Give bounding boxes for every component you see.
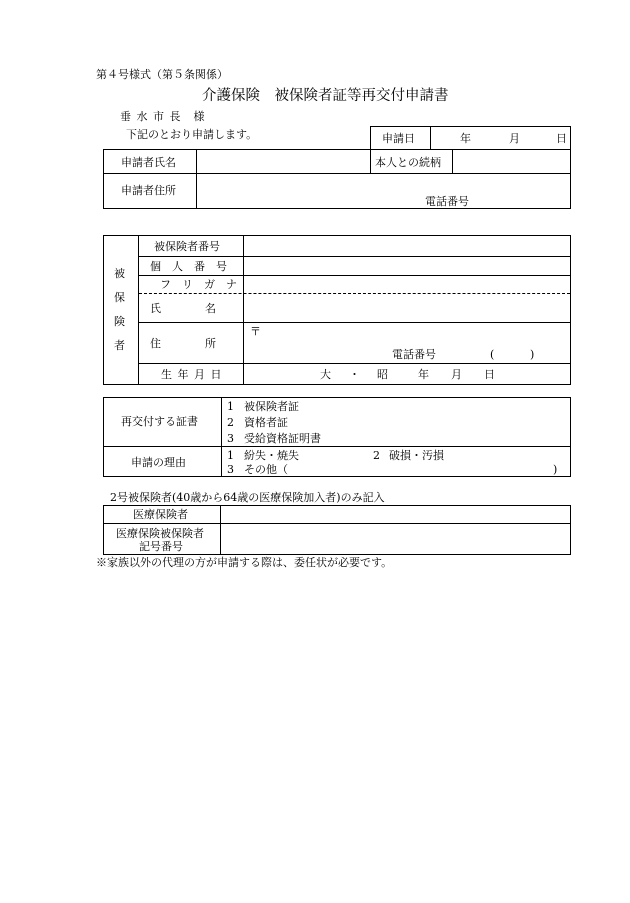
applicant-address-field[interactable] <box>198 175 568 207</box>
phone-paren-open: ( <box>490 348 495 361</box>
insured-phone-field[interactable] <box>498 346 528 361</box>
relation-label: 本人との続柄 <box>375 156 441 169</box>
birth-day-label: 日 <box>484 368 495 381</box>
certificate-option-no: 1 <box>227 400 234 413</box>
insured-phone-label: 電話番号 <box>392 348 436 361</box>
era-showa-option[interactable]: 昭 <box>377 368 388 381</box>
applicant-name-field[interactable] <box>198 151 368 172</box>
form-number: 第４号様式（第５条関係） <box>96 68 228 81</box>
certificate-label: 再交付する証書 <box>121 415 198 428</box>
divider <box>452 150 453 173</box>
insured-number-label: 被保険者番号 <box>154 240 220 253</box>
reason-other[interactable]: その他（ <box>244 463 288 476</box>
medical-symbol-label-line1: 医療保険被保険者 <box>116 527 204 540</box>
birth-year-label: 年 <box>418 368 429 381</box>
applicant-phone-label: 電話番号 <box>425 195 469 208</box>
date-year-label: 年 <box>460 132 471 145</box>
reason-no: 3 <box>227 463 234 476</box>
certificate-option-insured-card[interactable]: 被保険者証 <box>244 400 299 413</box>
date-month-label: 月 <box>509 132 520 145</box>
divider <box>139 363 570 364</box>
divider <box>139 322 570 323</box>
insured-side-char: 者 <box>114 339 125 352</box>
insured-address-field[interactable] <box>262 324 568 344</box>
certificate-option-no: 3 <box>227 432 234 445</box>
divider <box>221 398 222 476</box>
furigana-label: フ リ ガ ナ <box>160 278 237 291</box>
furigana-field[interactable] <box>245 276 569 292</box>
addressee: 垂 水 市 長 様 <box>120 110 206 123</box>
applicant-name-label: 申請者氏名 <box>121 156 176 169</box>
reason-damage[interactable]: 破損・汚損 <box>389 449 444 462</box>
personal-number-field[interactable] <box>245 257 569 274</box>
divider <box>370 150 371 173</box>
postal-mark: 〒 <box>250 325 261 338</box>
divider <box>243 236 244 384</box>
reason-close-paren: ) <box>553 463 558 476</box>
insured-name-label: 氏 名 <box>150 302 216 315</box>
footer-note: ※家族以外の代理の方が申請する際は、委任状が必要です。 <box>96 556 393 569</box>
certificate-option-benefit[interactable]: 受給資格証明書 <box>244 432 321 445</box>
reason-no: 2 <box>373 449 380 462</box>
insured-number-field[interactable] <box>245 237 569 255</box>
furigana-dashed-divider <box>139 293 570 294</box>
personal-number-label: 個 人 番 号 <box>150 260 227 273</box>
divider <box>138 236 139 384</box>
divider <box>196 150 197 208</box>
insured-side-char: 被 <box>114 267 125 280</box>
insured-address-label: 住 所 <box>150 337 216 350</box>
divider <box>104 523 570 524</box>
medical-insurer-label: 医療保険者 <box>133 508 188 521</box>
insured-side-char: 険 <box>114 315 125 328</box>
application-date-label: 申請日 <box>382 132 415 145</box>
certificate-option-eligibility[interactable]: 資格者証 <box>244 416 288 429</box>
medical-note: 2号被保険者(40歳から64歳の医療保険加入者)のみ記入 <box>110 491 385 504</box>
relation-field[interactable] <box>454 151 569 172</box>
divider <box>104 446 570 447</box>
medical-insurer-field[interactable] <box>222 507 569 522</box>
reason-loss[interactable]: 紛失・焼失 <box>244 449 299 462</box>
intro-text: 下記のとおり申請します。 <box>126 128 258 141</box>
reason-label: 申請の理由 <box>131 456 186 469</box>
applicant-address-label: 申請者住所 <box>121 184 176 197</box>
divider <box>430 127 431 149</box>
phone-paren-close: ) <box>530 348 535 361</box>
reason-no: 1 <box>227 449 234 462</box>
divider <box>220 506 221 554</box>
date-day-label: 日 <box>556 132 567 145</box>
certificate-option-no: 2 <box>227 416 234 429</box>
insured-name-field[interactable] <box>245 295 569 321</box>
birth-month-label: 月 <box>451 368 462 381</box>
reason-other-field[interactable] <box>298 462 548 476</box>
page-title: 介護保険 被保険者証等再交付申請書 <box>202 88 449 104</box>
era-taisho-option[interactable]: 大 <box>320 368 331 381</box>
divider <box>104 173 570 174</box>
birthdate-label: 生 年 月 日 <box>161 368 223 381</box>
medical-symbol-label-line2: 記号番号 <box>139 540 183 553</box>
era-separator: ・ <box>349 368 360 381</box>
insured-side-char: 保 <box>114 291 125 304</box>
medical-symbol-field[interactable] <box>222 525 569 553</box>
